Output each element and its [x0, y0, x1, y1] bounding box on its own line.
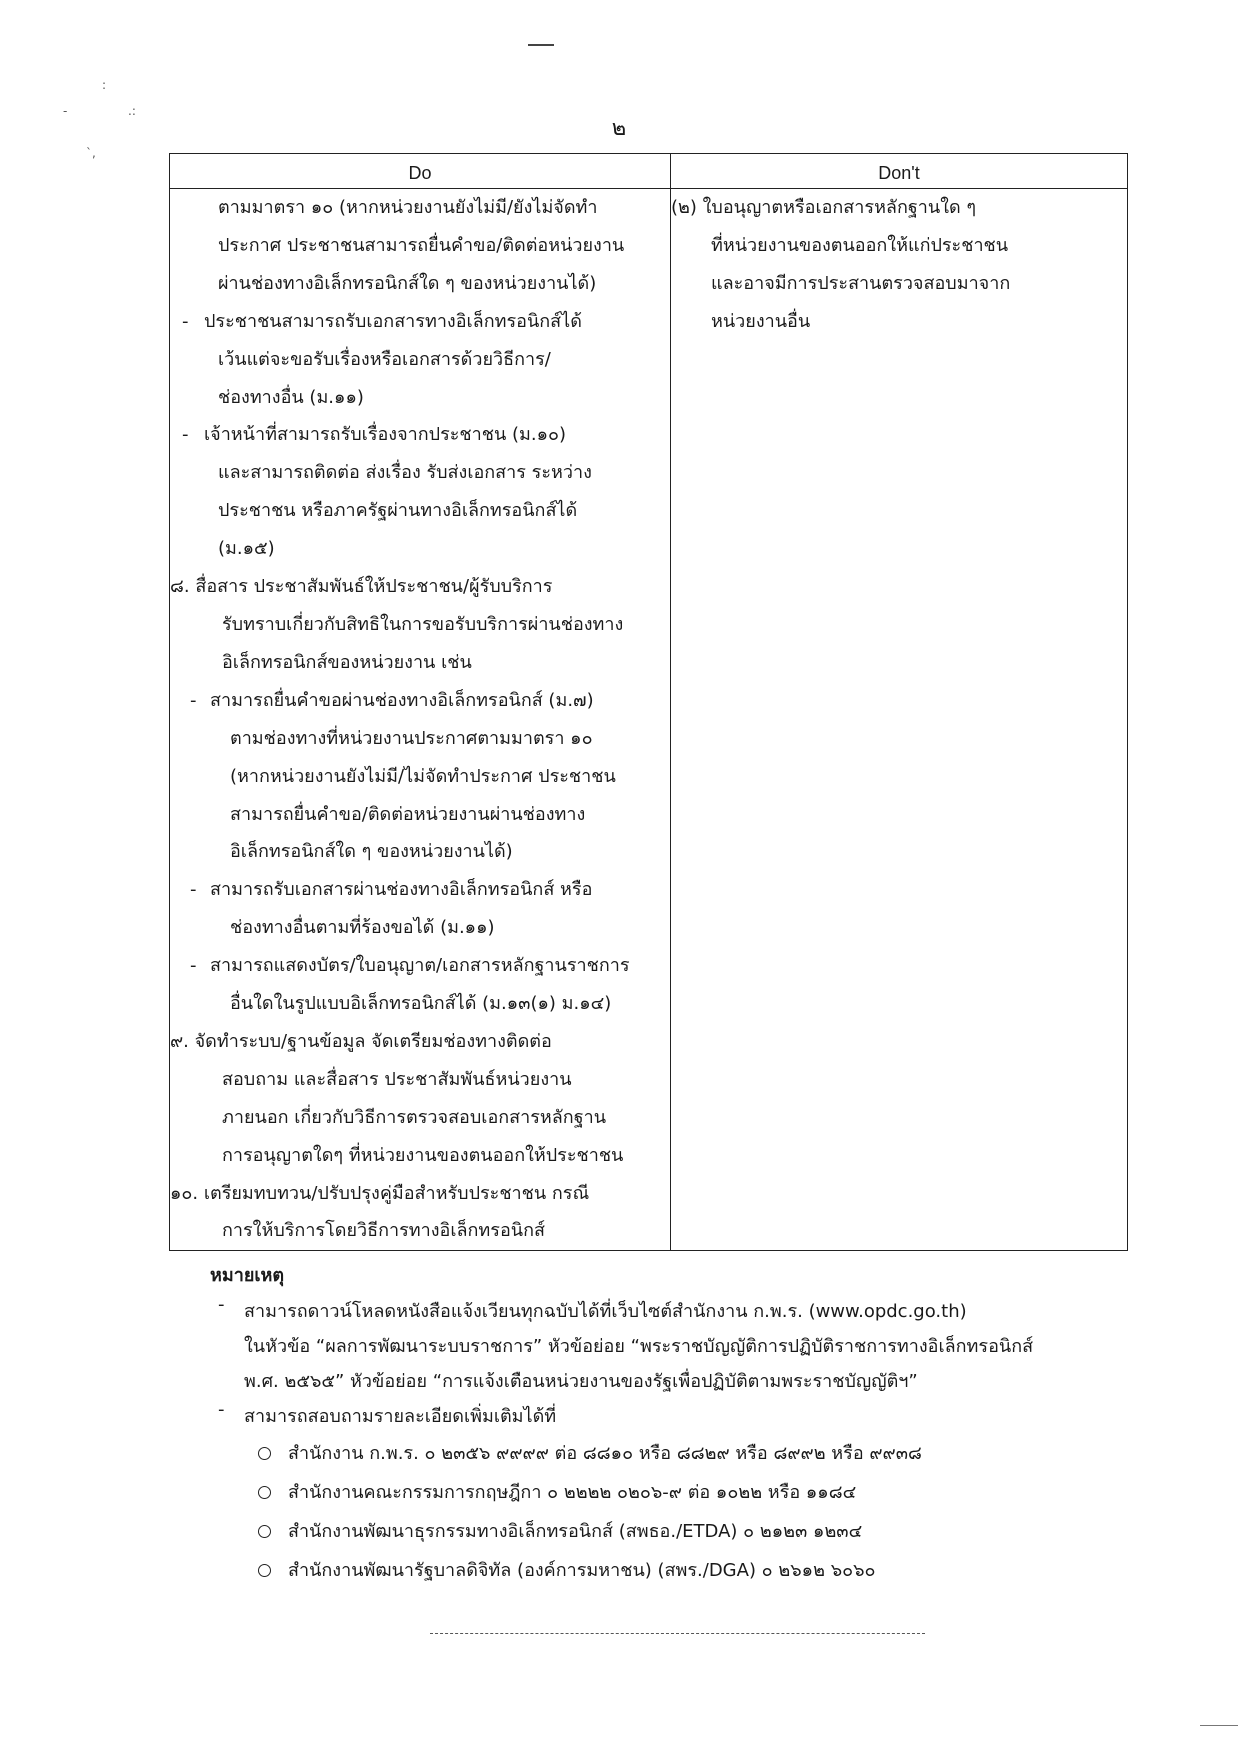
note-item-contact [210, 1399, 1140, 1434]
do-line: (ม.๑๕) [218, 538, 275, 560]
note-line: พ.ศ. ๒๕๖๕” หัวข้อย่อย “การแจ้งเตือนหน่วยงานของรัฐเพื่อปฏิบัติตามพระราชบัญญัติฯ” [244, 1371, 918, 1392]
note-item-download [210, 1294, 1140, 1399]
notes-title: หมายเหตุ [210, 1265, 285, 1286]
do-line: การให้บริการโดยวิธีการทางอิเล็กทรอนิกส์ [222, 1220, 545, 1242]
edge-mark [1200, 1725, 1238, 1726]
dont-column [671, 189, 1128, 1251]
note-line: สามารถสอบถามรายละเอียดเพิ่มเติมได้ที่ [244, 1406, 557, 1427]
do-line: ผ่านช่องทางอิเล็กทรอนิกส์ใด ๆ ของหน่วยงานได้) [218, 272, 597, 294]
dont-line: ที่หน่วยงานของตนออกให้แก่ประชาชน [711, 235, 1009, 256]
contact-text: สำนักงานพัฒนารัฐบาลดิจิทัล (องค์การมหาชน) (สพร./DGA) ๐ ๒๖๑๒ ๖๐๖๐ [288, 1560, 876, 1581]
dont-header: Don't [671, 154, 1128, 189]
do-line: อิเล็กทรอนิกส์ใด ๆ ของหน่วยงานได้) [230, 841, 513, 863]
contact-item [210, 1551, 1140, 1590]
do-column [170, 189, 671, 1251]
do-line: ประชาชน หรือภาครัฐผ่านทางอิเล็กทรอนิกส์ได้ [218, 500, 578, 522]
do-line-text: สามารถแสดงบัตร/ใบอนุญาต/เอกสารหลักฐานราชการ [210, 955, 630, 977]
do-dont-table [169, 153, 1128, 1251]
contact-item [210, 1434, 1140, 1473]
do-line: การอนุญาตใดๆ ที่หน่วยงานของตนออกให้ประชาชน [222, 1144, 624, 1166]
do-line: ตามช่องทางที่หน่วยงานประกาศตามมาตรา ๑๐ [230, 727, 593, 749]
do-line: ช่องทางอื่น (ม.๑๑) [218, 386, 364, 408]
do-line: สามารถยื่นคำขอ/ติดต่อหน่วยงานผ่านช่องทาง [230, 803, 586, 825]
do-line-text: ประชาชนสามารถรับเอกสารทางอิเล็กทรอนิกส์ได้ [204, 310, 582, 332]
dont-line: (๒) ใบอนุญาตหรือเอกสารหลักฐานใด ๆ [671, 197, 977, 218]
do-line: รับทราบเกี่ยวกับสิทธิในการขอรับบริการผ่านช่องทาง [222, 613, 624, 635]
dont-line: หน่วยงานอื่น [711, 311, 811, 332]
bullet-dash: - [190, 879, 197, 901]
do-line: ๙. จัดทำระบบ/ฐานข้อมูล จัดเตรียมช่องทางติดต่อ [170, 1030, 552, 1052]
do-line: และสามารถติดต่อ ส่งเรื่อง รับส่งเอกสาร ระหว่าง [218, 462, 592, 484]
notes-section [210, 1258, 1140, 1590]
do-line: อิเล็กทรอนิกส์ของหน่วยงาน เช่น [222, 651, 472, 673]
circle-bullet-icon [258, 1564, 271, 1577]
do-line-text: สามารถยื่นคำขอผ่านช่องทางอิเล็กทรอนิกส์ (ม.๗) [210, 689, 594, 711]
scan-speck: ˋ, [86, 146, 96, 160]
contact-text: สำนักงานคณะกรรมการกฤษฎีกา ๐ ๒๒๒๒ ๐๒๐๖-๙ ต่อ ๑๐๒๒ หรือ ๑๑๘๔ [288, 1482, 857, 1503]
page-number: ๒ [611, 116, 627, 141]
do-line: อื่นใดในรูปแบบอิเล็กทรอนิกส์ได้ (ม.๑๓(๑) ม.๑๔) [230, 993, 612, 1015]
note-line: สามารถดาวน์โหลดหนังสือแจ้งเวียนทุกฉบับได้ที่เว็บไซต์สำนักงาน ก.พ.ร. (www.opdc.go.th) [244, 1301, 967, 1322]
circle-bullet-icon [258, 1525, 271, 1538]
contact-item [210, 1512, 1140, 1551]
do-line: (หากหน่วยงานยังไม่มี/ไม่จัดทำประกาศ ประชาชน [230, 765, 616, 787]
contact-text: สำนักงาน ก.พ.ร. ๐ ๒๓๕๖ ๙๙๙๙ ต่อ ๘๘๑๐ หรือ ๘๘๒๙ หรือ ๘๙๙๒ หรือ ๙๙๓๘ [288, 1443, 922, 1464]
top-mark [528, 44, 554, 46]
bullet-dash: - [182, 310, 189, 332]
do-line: เว้นแต่จะขอรับเรื่องหรือเอกสารด้วยวิธีการ/ [218, 348, 551, 370]
scan-speck: .: [128, 104, 136, 118]
do-line: ตามมาตรา ๑๐ (หากหน่วยงานยังไม่มี/ยังไม่จัดทำ [218, 197, 598, 218]
note-line: ในหัวข้อ “ผลการพัฒนาระบบราชการ” หัวข้อย่อย “พระราชบัญญัติการปฏิบัติราชการทางอิเล็กทรอนิกส์ [244, 1336, 1034, 1357]
bullet-dash: - [190, 689, 197, 711]
do-line [170, 682, 670, 720]
do-line [170, 416, 670, 454]
bottom-divider [430, 1633, 925, 1634]
contact-item [210, 1473, 1140, 1512]
do-line: สอบถาม และสื่อสาร ประชาสัมพันธ์หน่วยงาน [222, 1068, 572, 1090]
do-line [170, 947, 670, 985]
bullet-dash: - [190, 955, 197, 977]
scan-speck: - [63, 104, 68, 118]
do-line [170, 303, 670, 341]
circle-bullet-icon [258, 1486, 271, 1499]
do-line: ประกาศ ประชาชนสามารถยื่นคำขอ/ติดต่อหน่วยงาน [218, 234, 625, 256]
do-line: ๑๐. เตรียมทบทวน/ปรับปรุงคู่มือสำหรับประชาชน กรณี [170, 1182, 590, 1204]
circle-bullet-icon [258, 1447, 271, 1460]
do-line-text: เจ้าหน้าที่สามารถรับเรื่องจากประชาชน (ม.๑๐) [204, 424, 567, 446]
do-line: ๘. สื่อสาร ประชาสัมพันธ์ให้ประชาชน/ผู้รับบริการ [170, 576, 553, 598]
do-line-text: สามารถรับเอกสารผ่านช่องทางอิเล็กทรอนิกส์ หรือ [210, 879, 593, 901]
dont-line: และอาจมีการประสานตรวจสอบมาจาก [711, 273, 1011, 294]
do-line: ภายนอก เกี่ยวกับวิธีการตรวจสอบเอกสารหลักฐาน [222, 1106, 607, 1128]
do-line: ช่องทางอื่นตามที่ร้องขอได้ (ม.๑๑) [230, 917, 495, 939]
bullet-dash: - [182, 424, 189, 446]
bullet-dash: - [218, 1294, 225, 1315]
bullet-dash: - [218, 1399, 225, 1420]
scan-speck: : [102, 78, 107, 92]
do-line [170, 871, 670, 909]
contact-text: สำนักงานพัฒนาธุรกรรมทางอิเล็กทรอนิกส์ (สพธอ./ETDA) ๐ ๒๑๒๓ ๑๒๓๔ [288, 1521, 863, 1542]
do-header: Do [170, 154, 671, 189]
